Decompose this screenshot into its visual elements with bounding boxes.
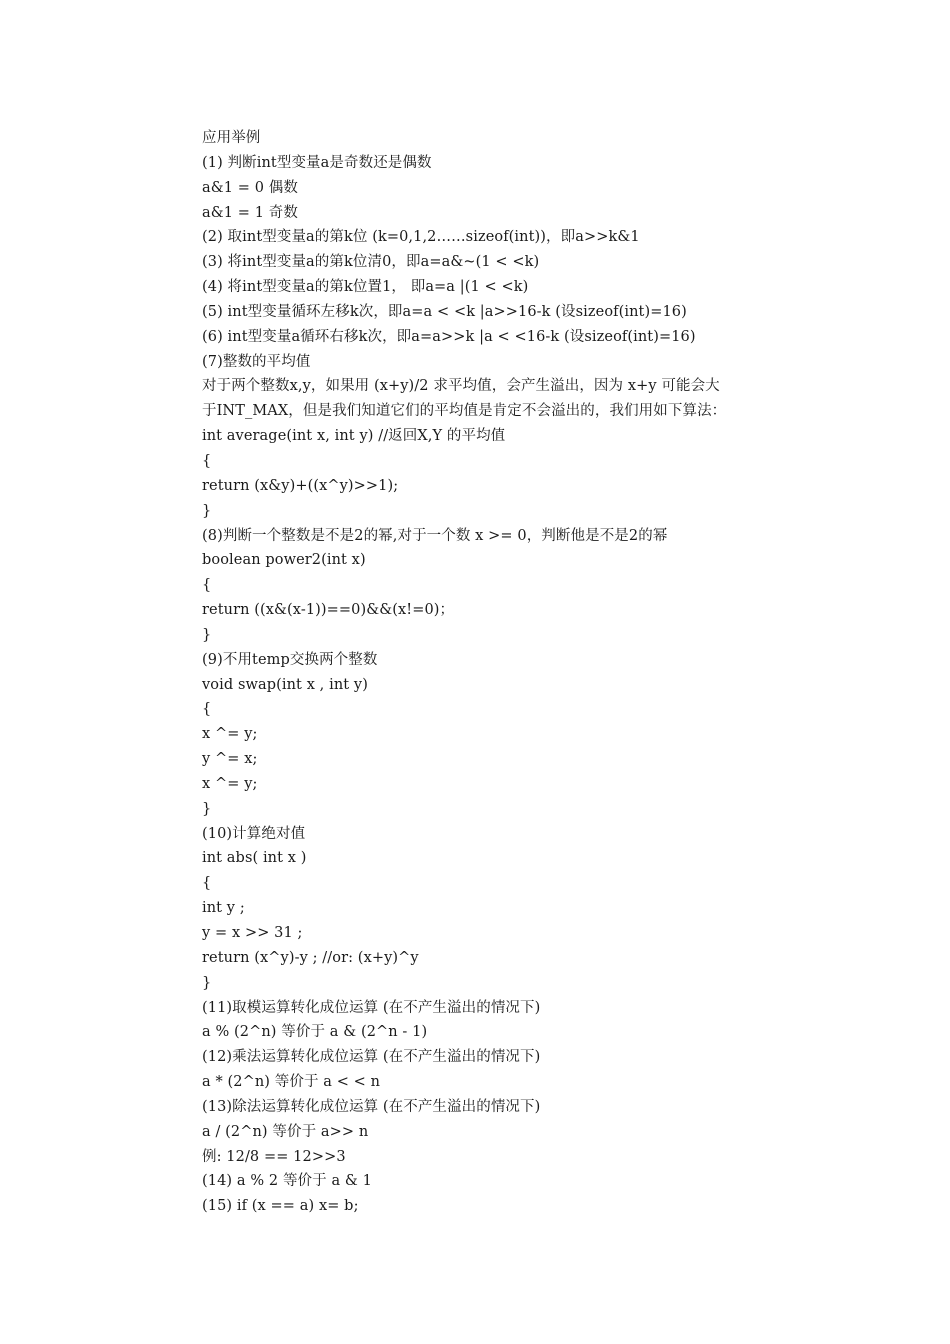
text-line: 对于两个整数x,y，如果用 (x+y)/2 求平均值，会产生溢出，因为 x+y 可能会大 [202,378,720,395]
text-line: int abs( int x ) [202,850,307,867]
text-line: (9)不用temp交换两个整数 [202,651,378,668]
text-line: } [202,626,212,643]
text-line: (4) 将int型变量a的第k位置1， 即a=a |(1 < <k) [202,279,529,296]
text-line: boolean power2(int x) [202,552,366,569]
text-line: (6) int型变量a循环右移k次，即a=a>>k |a < <16-k (设sizeof(int)=16) [202,328,696,345]
text-line: return (x&y)+((x^y)>>1); [202,477,399,494]
text-line: a * (2^n) 等价于 a < < n [202,1074,381,1091]
text-line: void swap(int x , int y) [202,676,368,693]
text-line: 应用举例 [202,130,261,146]
text-line: (11)取模运算转化成位运算 (在不产生溢出的情况下) [202,999,541,1016]
text-line: } [202,974,212,991]
text-line: (7)整数的平均值 [202,353,311,370]
text-line: (13)除法运算转化成位运算 (在不产生溢出的情况下) [202,1098,541,1115]
text-line: (8)判断一个整数是不是2的幂,对于一个数 x >= 0，判断他是不是2的幂 [202,527,668,544]
document-body [202,126,822,1219]
text-line: (14) a % 2 等价于 a & 1 [202,1173,372,1190]
text-line: 例: 12/8 == 12>>3 [202,1148,346,1165]
text-line: 于INT_MAX，但是我们知道它们的平均值是肯定不会溢出的，我们用如下算法： [202,403,727,420]
text-line: { [202,875,212,892]
text-line: { [202,701,212,718]
text-line: y ^= x; [202,751,258,768]
text-line: int average(int x, int y) //返回X,Y 的平均值 [202,428,506,445]
text-line: } [202,800,212,817]
text-line: (3) 将int型变量a的第k位清0，即a=a&~(1 < <k) [202,254,540,271]
text-line: x ^= y; [202,775,258,792]
text-line: (12)乘法运算转化成位运算 (在不产生溢出的情况下) [202,1049,541,1066]
text-line: return ((x&(x-1))==0)&&(x!=0)； [202,602,455,619]
text-line: int y ; [202,900,245,917]
text-line: a&1 = 1 奇数 [202,204,298,221]
text-line: a / (2^n) 等价于 a>> n [202,1123,369,1140]
text-line: x ^= y; [202,726,258,743]
text-line: a&1 = 0 偶数 [202,179,298,196]
text-line: (15) if (x == a) x= b; [202,1198,359,1215]
text-line: y = x >> 31 ; [202,925,303,941]
text-line: a % (2^n) 等价于 a & (2^n - 1) [202,1024,428,1041]
text-line: { [202,577,212,594]
text-line: (2) 取int型变量a的第k位 (k=0,1,2……sizeof(int))，即a>>k&1 [202,229,640,246]
text-line: (10)计算绝对值 [202,825,306,842]
text-line: (1) 判断int型变量a是奇数还是偶数 [202,154,432,171]
text-line: { [202,452,212,469]
text-line: return (x^y)-y ; //or: (x+y)^y [202,949,419,966]
text-line: (5) int型变量循环左移k次，即a=a < <k |a>>16-k (设sizeof(int)=16) [202,303,687,320]
text-line: } [202,502,212,519]
